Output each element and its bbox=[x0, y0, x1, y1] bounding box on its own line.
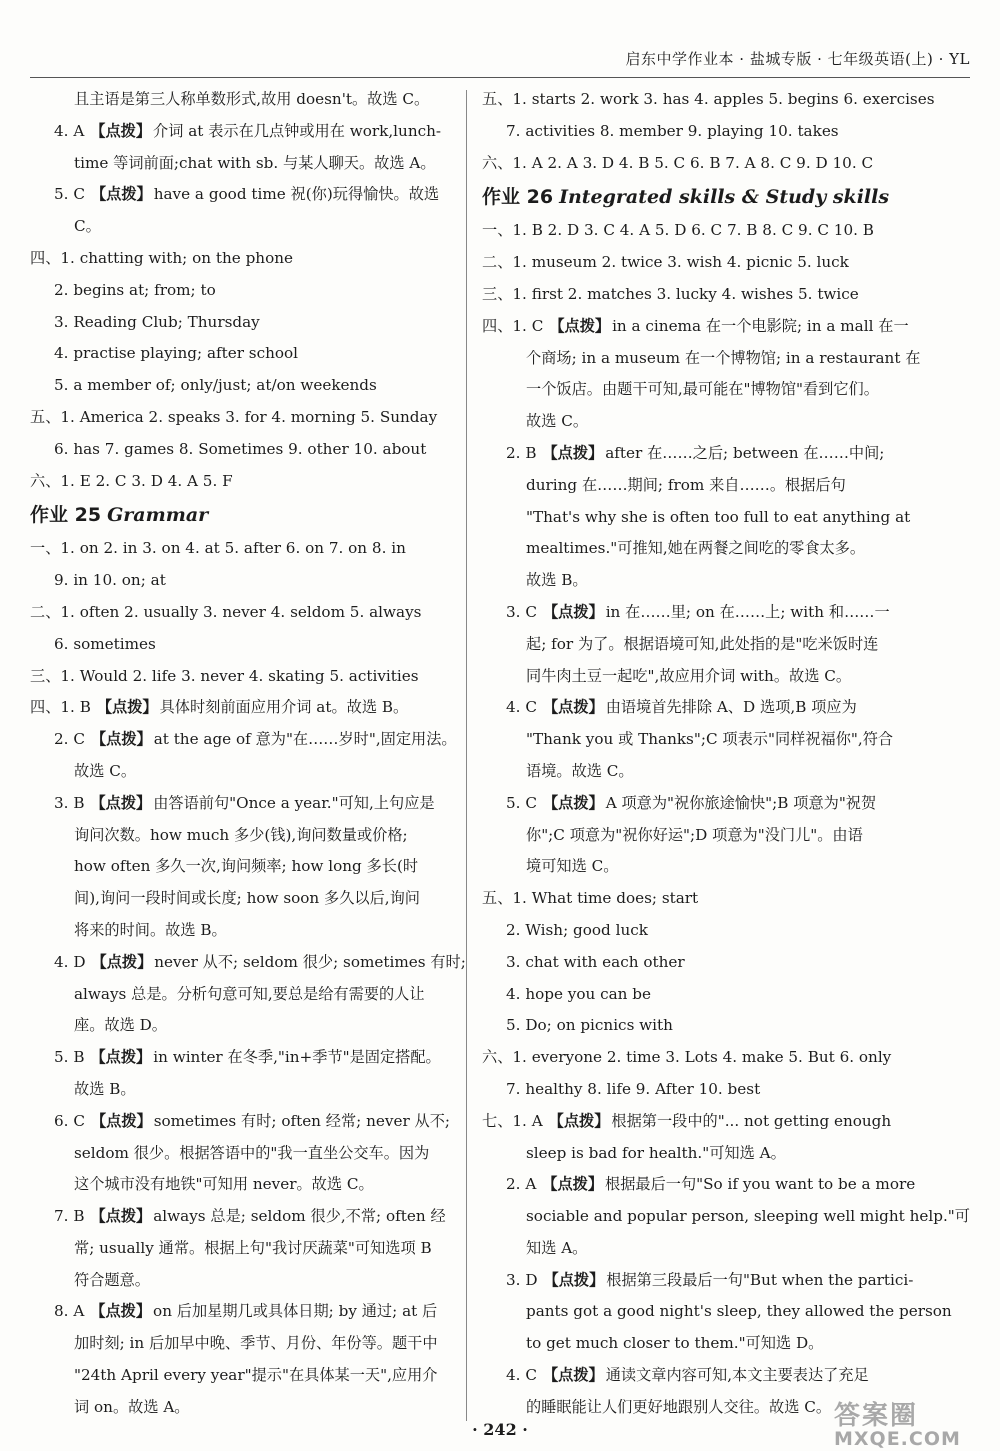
answer-key: 四、1. C bbox=[482, 316, 544, 335]
explanation-line: to get much closer to them."可知选 D。 bbox=[526, 1334, 824, 1353]
explanation-line: 询问次数。how much 多少(钱),询问数量或价格; bbox=[74, 825, 408, 844]
answer-line: 五、1. starts 2. work 3. has 4. apples 5. begins 6. exercises bbox=[482, 90, 935, 108]
answer-line bbox=[30, 947, 466, 979]
answer-line bbox=[30, 1296, 455, 1328]
answer-line: 5. a member of; only/just; at/on weekends bbox=[54, 376, 377, 395]
answer-key: 4. C bbox=[506, 1366, 537, 1385]
answer-key: 2. A bbox=[506, 1175, 537, 1194]
answer-line: 一、1. on 2. in 3. on 4. at 5. after 6. on 7. on 8. in bbox=[30, 539, 406, 558]
explanation-line: 将来的时间。故选 B。 bbox=[74, 920, 227, 939]
answer-line: 四、1. chatting with; on the phone bbox=[30, 248, 293, 267]
tip-label: 【点拨】 bbox=[542, 698, 604, 717]
explanation-line: seldom 很少。根据答语中的"我一直坐公交车。因为 bbox=[74, 1143, 430, 1162]
answer-line: 三、1. Would 2. life 3. never 4. skating 5. activities bbox=[30, 666, 419, 685]
answer-line: 7. healthy 8. life 9. After 10. best bbox=[506, 1079, 761, 1098]
explanation-line: always 总是。分析句意可知,要总是给有需要的人让 bbox=[74, 984, 425, 1003]
tip-label: 【点拨】 bbox=[542, 443, 604, 462]
answer-line: 六、1. everyone 2. time 3. Lots 4. make 5. But 6. only bbox=[482, 1048, 892, 1067]
answer-line bbox=[482, 597, 912, 629]
answer-line: 4. practise playing; after school bbox=[54, 344, 299, 363]
explanation: at the age of 意为"在……岁时",固定用法。 bbox=[153, 730, 457, 749]
explanation: 根据最后一句"So if you want to be a more bbox=[605, 1175, 916, 1194]
section-heading-hw25 bbox=[30, 498, 455, 532]
explanation-line: pants got a good night's sleep, they allowed the person bbox=[526, 1302, 952, 1321]
answer-line: 3. chat with each other bbox=[506, 952, 685, 971]
answer-line: 三、1. first 2. matches 3. lucky 4. wishes 5. twice bbox=[482, 284, 859, 303]
explanation-line: "That's why she is often too full to eat anything at bbox=[526, 507, 911, 526]
tip-label: 【点拨】 bbox=[90, 1302, 152, 1321]
skills-choice-answers bbox=[482, 311, 921, 883]
homework-title: Grammar bbox=[107, 504, 209, 527]
explanation: on 后加星期几或具体日期; by 通过; at 后 bbox=[153, 1302, 438, 1321]
explanation-line: 知选 A。 bbox=[526, 1238, 588, 1257]
explanation-line: 故选 C。 bbox=[74, 761, 137, 780]
answer-key: 七、1. A bbox=[482, 1111, 543, 1130]
tip-label: 【点拨】 bbox=[90, 1207, 152, 1226]
explanation-line: 这个城市没有地铁"可知用 never。故选 C。 bbox=[74, 1175, 374, 1194]
explanation-line: 座。故选 D。 bbox=[74, 1016, 167, 1035]
explanation-line: 个商场; in a museum 在一个博物馆; in a restaurant 在 bbox=[526, 348, 921, 367]
explanation-line: 你";C 项意为"祝你好运";D 项意为"没门儿"。由语 bbox=[526, 825, 863, 844]
explanation: A 项意为"祝你旅途愉快";B 项意为"祝贺 bbox=[605, 793, 877, 812]
explanation: 通读文章内容可知,本文主要表达了充足 bbox=[605, 1366, 869, 1385]
homework-title: Integrated skills & Study skills bbox=[559, 186, 890, 209]
explanation: have a good time 祝(你)玩得愉快。故选 bbox=[153, 185, 440, 204]
explanation-line: 语境。故选 C。 bbox=[526, 761, 634, 780]
tip-label: 【点拨】 bbox=[90, 793, 152, 812]
tip-label: 【点拨】 bbox=[542, 1366, 604, 1385]
explanation: in 在……里; on 在……上; with 和……一 bbox=[605, 602, 890, 621]
answer-key: 2. C bbox=[54, 730, 85, 749]
explanation: never 从不; seldom 很少; sometimes 有时; bbox=[154, 952, 466, 971]
answer-line: 二、1. often 2. usually 3. never 4. seldom 5. always bbox=[30, 602, 422, 621]
grammar-choice-answers bbox=[30, 692, 466, 1423]
tip-label: 【点拨】 bbox=[542, 1175, 604, 1194]
explanation-line: "Thank you 或 Thanks";C 项表示"同样祝福你",符合 bbox=[526, 730, 894, 749]
reading-answers bbox=[482, 1106, 970, 1424]
explanation-line: sleep is bad for health."可知选 A。 bbox=[526, 1143, 786, 1162]
answer-line: 5. Do; on picnics with bbox=[506, 1016, 673, 1035]
tip-label: 【点拨】 bbox=[90, 730, 152, 749]
answer-line: 五、1. America 2. speaks 3. for 4. morning 5. Sunday bbox=[30, 407, 438, 426]
explanation-line: 词 on。故选 A。 bbox=[74, 1397, 190, 1416]
answer-key: 四、1. B bbox=[30, 698, 91, 717]
answer-key: 6. C bbox=[54, 1111, 85, 1130]
answer-line: 4. hope you can be bbox=[506, 984, 651, 1003]
answer-line bbox=[30, 692, 455, 724]
answer-line: C。 bbox=[74, 217, 101, 236]
answer-line: 且主语是第三人称单数形式,故用 doesn't。故选 C。 bbox=[74, 90, 430, 108]
explanation-line: 常; usually 通常。根据上句"我讨厌蔬菜"可知选项 B bbox=[74, 1238, 432, 1257]
answer-line: 五、1. What time does; start bbox=[482, 889, 699, 908]
answer-key: 3. C bbox=[506, 602, 537, 621]
answer-line bbox=[482, 692, 912, 724]
answer-line bbox=[482, 1106, 912, 1138]
answer-key: 3. B bbox=[54, 793, 85, 812]
answer-key: 4. D bbox=[54, 952, 86, 971]
answer-line: 6. sometimes bbox=[54, 634, 156, 653]
answer-key: 4. A bbox=[54, 121, 85, 140]
answer-line bbox=[30, 1106, 455, 1138]
explanation-line: "24th April every year"提示"在具体某一天",应用介 bbox=[74, 1366, 438, 1385]
tip-label: 【点拨】 bbox=[90, 1111, 152, 1130]
answer-line: time 等词前面;chat with sb. 与某人聊天。故选 A。 bbox=[74, 153, 436, 172]
explanation: sometimes 有时; often 经常; never 从不; bbox=[153, 1111, 451, 1130]
answer-line bbox=[30, 724, 455, 756]
explanation: in a cinema 在一个电影院; in a mall 在一 bbox=[612, 316, 909, 335]
explanation-line: 加时刻; in 后加早中晚、季节、月份、年份等。题干中 bbox=[74, 1334, 438, 1353]
answer-line: 2. Wish; good luck bbox=[506, 920, 648, 939]
left-column bbox=[30, 84, 466, 1424]
answer-line bbox=[30, 179, 455, 211]
explanation-line: during 在……期间; from 来自……。根据后句 bbox=[526, 475, 846, 494]
tip-label: 【点拨】 bbox=[542, 602, 604, 621]
answer-line: 六、1. A 2. A 3. D 4. B 5. C 6. B 7. A 8. C 9. D 10. C bbox=[482, 153, 874, 172]
explanation: after 在……之后; between 在……中间; bbox=[605, 443, 885, 462]
answer-line: 3. Reading Club; Thursday bbox=[54, 312, 260, 331]
tip-label: 【点拨】 bbox=[542, 793, 604, 812]
answer-line: 六、1. E 2. C 3. D 4. A 5. F bbox=[30, 471, 233, 490]
answer-line: 9. in 10. on; at bbox=[54, 571, 166, 590]
answer-key: 4. C bbox=[506, 698, 537, 717]
answer-line bbox=[30, 1201, 455, 1233]
explanation: 由语境首先排除 A、D 选项,B 项应为 bbox=[605, 698, 857, 717]
section-heading-hw26 bbox=[482, 180, 912, 214]
answer-key: 5. C bbox=[506, 793, 537, 812]
right-column bbox=[482, 84, 970, 1424]
page-number: · 242 · bbox=[472, 1420, 528, 1439]
explanation-line: 起; for 为了。根据语境可知,此处指的是"吃米饭时连 bbox=[526, 634, 879, 653]
explanation: 介词 at 表示在几点钟或用在 work,lunch- bbox=[153, 121, 442, 140]
explanation-line: 故选 B。 bbox=[526, 571, 588, 590]
explanation: 由答语前句"Once a year."可知,上句应是 bbox=[153, 793, 435, 812]
answer-line bbox=[482, 1265, 912, 1297]
tip-label: 【点拨】 bbox=[543, 1270, 605, 1289]
homework-label: 作业 25 bbox=[30, 504, 102, 527]
answer-key: 5. C bbox=[54, 185, 85, 204]
answer-line bbox=[30, 1042, 455, 1074]
explanation-line: 的睡眠能让人们更好地跟别人交往。故选 C。 bbox=[526, 1397, 832, 1416]
explanation-line: 间),询问一段时间或长度; how soon 多久以后,询问 bbox=[74, 889, 420, 908]
answer-line bbox=[482, 1169, 916, 1201]
answer-line bbox=[482, 788, 912, 820]
tip-label: 【点拨】 bbox=[90, 1048, 152, 1067]
explanation-line: 同牛肉土豆一起吃",故应用介词 with。故选 C。 bbox=[526, 666, 852, 685]
answer-line bbox=[30, 116, 455, 148]
explanation-line: 一个饭店。由题干可知,最可能在"博物馆"看到它们。 bbox=[526, 380, 879, 399]
explanation-line: how often 多久一次,询问频率; how long 多长(时 bbox=[74, 857, 419, 876]
explanation: always 总是; seldom 很少,不常; often 经 bbox=[153, 1207, 446, 1226]
explanation-line: 故选 B。 bbox=[74, 1079, 136, 1098]
explanation: 具体时刻前面应用介词 at。故选 B。 bbox=[159, 698, 409, 717]
answer-line bbox=[482, 438, 912, 470]
tip-label: 【点拨】 bbox=[90, 121, 152, 140]
watermark-logo bbox=[834, 1395, 994, 1450]
explanation-line: mealtimes."可推知,她在两餐之间吃的零食太多。 bbox=[526, 539, 866, 558]
tip-label: 【点拨】 bbox=[549, 316, 611, 335]
answer-line bbox=[30, 788, 455, 820]
homework-label: 作业 26 bbox=[482, 186, 554, 209]
tip-label: 【点拨】 bbox=[91, 952, 153, 971]
answer-key: 2. B bbox=[506, 443, 537, 462]
explanation-line: 符合题意。 bbox=[74, 1270, 150, 1289]
explanation-line: sociable and popular person, sleeping well might help."可 bbox=[526, 1207, 970, 1226]
explanation-line: 境可知选 C。 bbox=[526, 857, 619, 876]
column-divider bbox=[466, 90, 467, 1421]
answer-line: 7. activities 8. member 9. playing 10. takes bbox=[506, 121, 839, 140]
explanation: 根据第一段中的"... not getting enough bbox=[611, 1111, 892, 1130]
answer-key: 7. B bbox=[54, 1207, 85, 1226]
tip-label: 【点拨】 bbox=[548, 1111, 610, 1130]
answer-key: 3. D bbox=[506, 1270, 538, 1289]
watermark-url: MXQE.COM bbox=[834, 1428, 961, 1450]
explanation: in winter 在冬季,"in+季节"是固定搭配。 bbox=[153, 1048, 441, 1067]
answer-line bbox=[482, 311, 912, 343]
page-header: 启东中学作业本 · 盐城专版 · 七年级英语(上) · YL bbox=[30, 48, 970, 78]
explanation: 根据第三段最后一句"But when the partici- bbox=[606, 1270, 914, 1289]
answer-key: 5. B bbox=[54, 1048, 85, 1067]
answer-line bbox=[482, 1360, 912, 1392]
answer-key: 8. A bbox=[54, 1302, 85, 1321]
answer-line: 6. has 7. games 8. Sometimes 9. other 10. about bbox=[54, 439, 427, 458]
answer-line: 一、1. B 2. D 3. C 4. A 5. D 6. C 7. B 8. C 9. C 10. B bbox=[482, 221, 874, 240]
answer-line: 二、1. museum 2. twice 3. wish 4. picnic 5. luck bbox=[482, 253, 849, 272]
watermark-text: 答案圈 bbox=[834, 1401, 919, 1431]
tip-label: 【点拨】 bbox=[96, 698, 158, 717]
explanation-line: 故选 C。 bbox=[526, 412, 589, 431]
tip-label: 【点拨】 bbox=[90, 185, 152, 204]
answer-line: 2. begins at; from; to bbox=[54, 280, 216, 299]
